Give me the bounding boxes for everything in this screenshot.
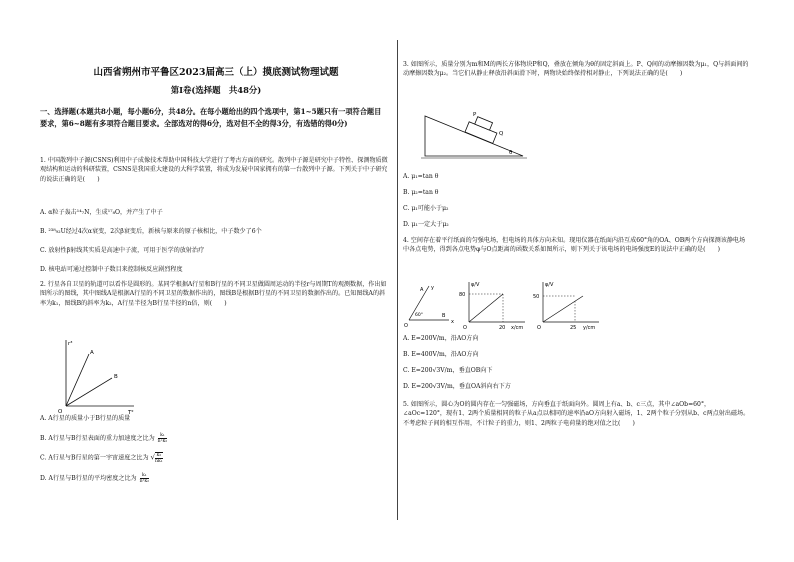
q2-label-b: B <box>114 374 118 380</box>
question-3-option-d: D. μ₁一定大于μ₂ <box>403 221 449 228</box>
svg-text:φ/V: φ/V <box>471 282 480 288</box>
question-2-graph <box>54 336 144 414</box>
question-1-option-d: D. 核电站可通过控制中子数目来控制核反应剧烈程度 <box>40 266 183 273</box>
question-1-option-a: A. α粒子轰击¹⁴₇N，生成¹⁷₈O，并产生了中子 <box>40 209 163 216</box>
q2-label-a: A <box>90 350 94 356</box>
exam-title: 山西省朔州市平鲁区2023届高三（上）摸底测试物理试题 <box>93 67 339 78</box>
q2-fraction-d: $\frac{\text{k₁}}{\text{n³k₂}}$ <box>139 473 150 485</box>
svg-text:O: O <box>537 325 541 330</box>
svg-text:20: 20 <box>499 325 506 330</box>
q4-axes-figure <box>404 285 454 329</box>
question-3-option-a: A. μ₁=tan θ <box>403 173 439 180</box>
svg-text:60°: 60° <box>415 313 423 318</box>
question-2-stem: 2. 行星各自卫星的轨道可以看作是圆形的。某同学根据A行星和B行星的不同卫星做圆周运动的半径r与周期T的观测数据，作出如图所示的图线，其中图线A是根据A行星的不同卫星的数据作出的，图线B是根据B行星的不同卫星的数据作出的。已知图线A的斜率为k₁，图线B的斜率为k₂，A行星半径为B行星半径的n倍，则( ) <box>40 281 387 307</box>
question-2-option-b: B. A行星与B行星表面的重力加速度之比为 $\frac{\text{k₁}}{\text{n²k₂}}$ <box>40 433 168 445</box>
svg-text:φ/V: φ/V <box>545 282 554 288</box>
label-q: Q <box>499 131 504 137</box>
svg-text:B: B <box>442 313 446 319</box>
q2-line-a <box>66 354 89 406</box>
svg-text:A: A <box>420 287 424 293</box>
q2-fraction-b: $\frac{\text{k₁}}{\text{n²k₂}}$ <box>157 433 168 445</box>
q4-line-y <box>543 296 583 322</box>
question-1-option-b: B. ²³⁸₉₂U经过4次α衰变，2次β衰变后，新核与原来的原子核相比，中子数少了6个 <box>40 228 262 235</box>
question-1-option-c: C. 放射性β射线其实质是高速中子流，可用于医学的放射治疗 <box>40 247 205 254</box>
q2-x-label: T² <box>128 410 134 414</box>
question-3-stem: 3. 如图所示，质量分别为m和M的两长方体物块P和Q，叠放在倾角为θ的固定斜面上。P、Q间的动摩擦因数为μ₁，Q与斜面间的动摩擦因数为μ₂。当它们从静止释放沿斜面滑下时，两物块始终保持相对静止，下列说法正确的是( ) <box>403 61 749 78</box>
q4-graph-x <box>459 282 525 330</box>
part-title: 第Ⅰ卷(选择题 共48分) <box>170 85 262 95</box>
svg-text:y: y <box>431 285 434 291</box>
svg-text:O: O <box>463 325 467 330</box>
question-5-stem: 5. 如图所示，圆心为O的圆内存在一匀强磁场，方向垂直于纸面向外。圆周上有a、b、c三点，其中∠aOb=60°，∠aOc=120°，现有1、2两个质量相同的粒子从a点以相同的速率沿aO方向射入磁场，1、2两个粒子分别从b、c两点射出磁场。不考虑粒子间的相互作用，不计粒子的重力，则1、2两粒子电荷量的绝对值之比( ) <box>403 401 750 427</box>
question-3-figure <box>419 102 529 164</box>
question-2-option-d: D. A行星与B行星的平均密度之比为 $\frac{\text{k₁}}{\text{n³k₂}}$ <box>40 473 150 485</box>
question-4-option-a: A. E=200V/m，沿AO方向 <box>403 335 479 342</box>
label-p: P <box>473 112 477 118</box>
q2-origin: O <box>58 409 63 414</box>
svg-text:25: 25 <box>570 325 577 330</box>
q4-line-x <box>469 294 503 322</box>
svg-text:x: x <box>451 319 454 325</box>
section-instructions: 一、选择题(本题共8小题，每小题6分，共48分。在每小题给出的四个选项中，第1~5题只有一项符合题目要求，第6~8题有多项符合题目要求。全部选对的得6分，选对但不全的得3分，有选错的得0分) <box>40 107 382 128</box>
svg-text:y/cm: y/cm <box>583 325 596 330</box>
question-1-stem: 1. 中国散列中子源(CSNS)利用中子成像技术帮助中国科技大学进行了考古方面的研究。散列中子源是研究中子特性、探测物质微观结构和运动的科研装置，CSNS是我国重大建设的大科学装置，将成为发展中国家拥有的第一台散列中子源。下列关于中子研究的说法正确的是( ) <box>40 157 388 183</box>
question-2-option-a: A. A行星的质量小于B行星的质量 <box>40 415 131 422</box>
question-3-option-c: C. μ₁可能小于μ₂ <box>403 205 449 212</box>
svg-text:80: 80 <box>459 292 466 298</box>
q2-line-b <box>66 378 112 406</box>
blocks <box>465 114 500 143</box>
question-4-figures <box>403 278 603 330</box>
label-theta: θ <box>509 150 513 156</box>
question-4-option-d: D. E=200√3V/m，垂直OA斜向右下方 <box>403 383 511 390</box>
q2-fraction-c: $\frac{\text{k₂}}{\text{nk₁}}$ <box>155 453 163 465</box>
svg-text:O: O <box>404 323 408 329</box>
svg-text:x/cm: x/cm <box>511 325 524 330</box>
column-divider <box>397 40 398 520</box>
q2-y-label: r³ <box>68 341 73 347</box>
question-4-stem: 4. 空间存在着平行纸面的匀强电场，但电场的具体方向未知。现用仪器在纸面内沿互成60°角的OA、OB两个方向探测该静电场中各点电势，得到各点电势φ与O点距离的函数关系如图所示，则下列关于该电场的电场强度E的说法中正确的是( ) <box>403 237 746 254</box>
q4-graph-y <box>533 282 599 330</box>
question-2-option-c: C. A行星与B行星的第一宇宙速度之比为 √ $\frac{\text{k₂}}{\text{nk₁}}$ <box>40 453 163 465</box>
question-4-option-c: C. E=200√3V/m，垂直OB向下 <box>403 367 493 374</box>
question-4-option-b: B. E=400V/m，沿AO方向 <box>403 351 479 358</box>
svg-text:50: 50 <box>533 294 540 300</box>
sqrt-symbol: √ <box>150 453 156 462</box>
question-3-option-b: B. μ₂=tan θ <box>403 189 439 196</box>
